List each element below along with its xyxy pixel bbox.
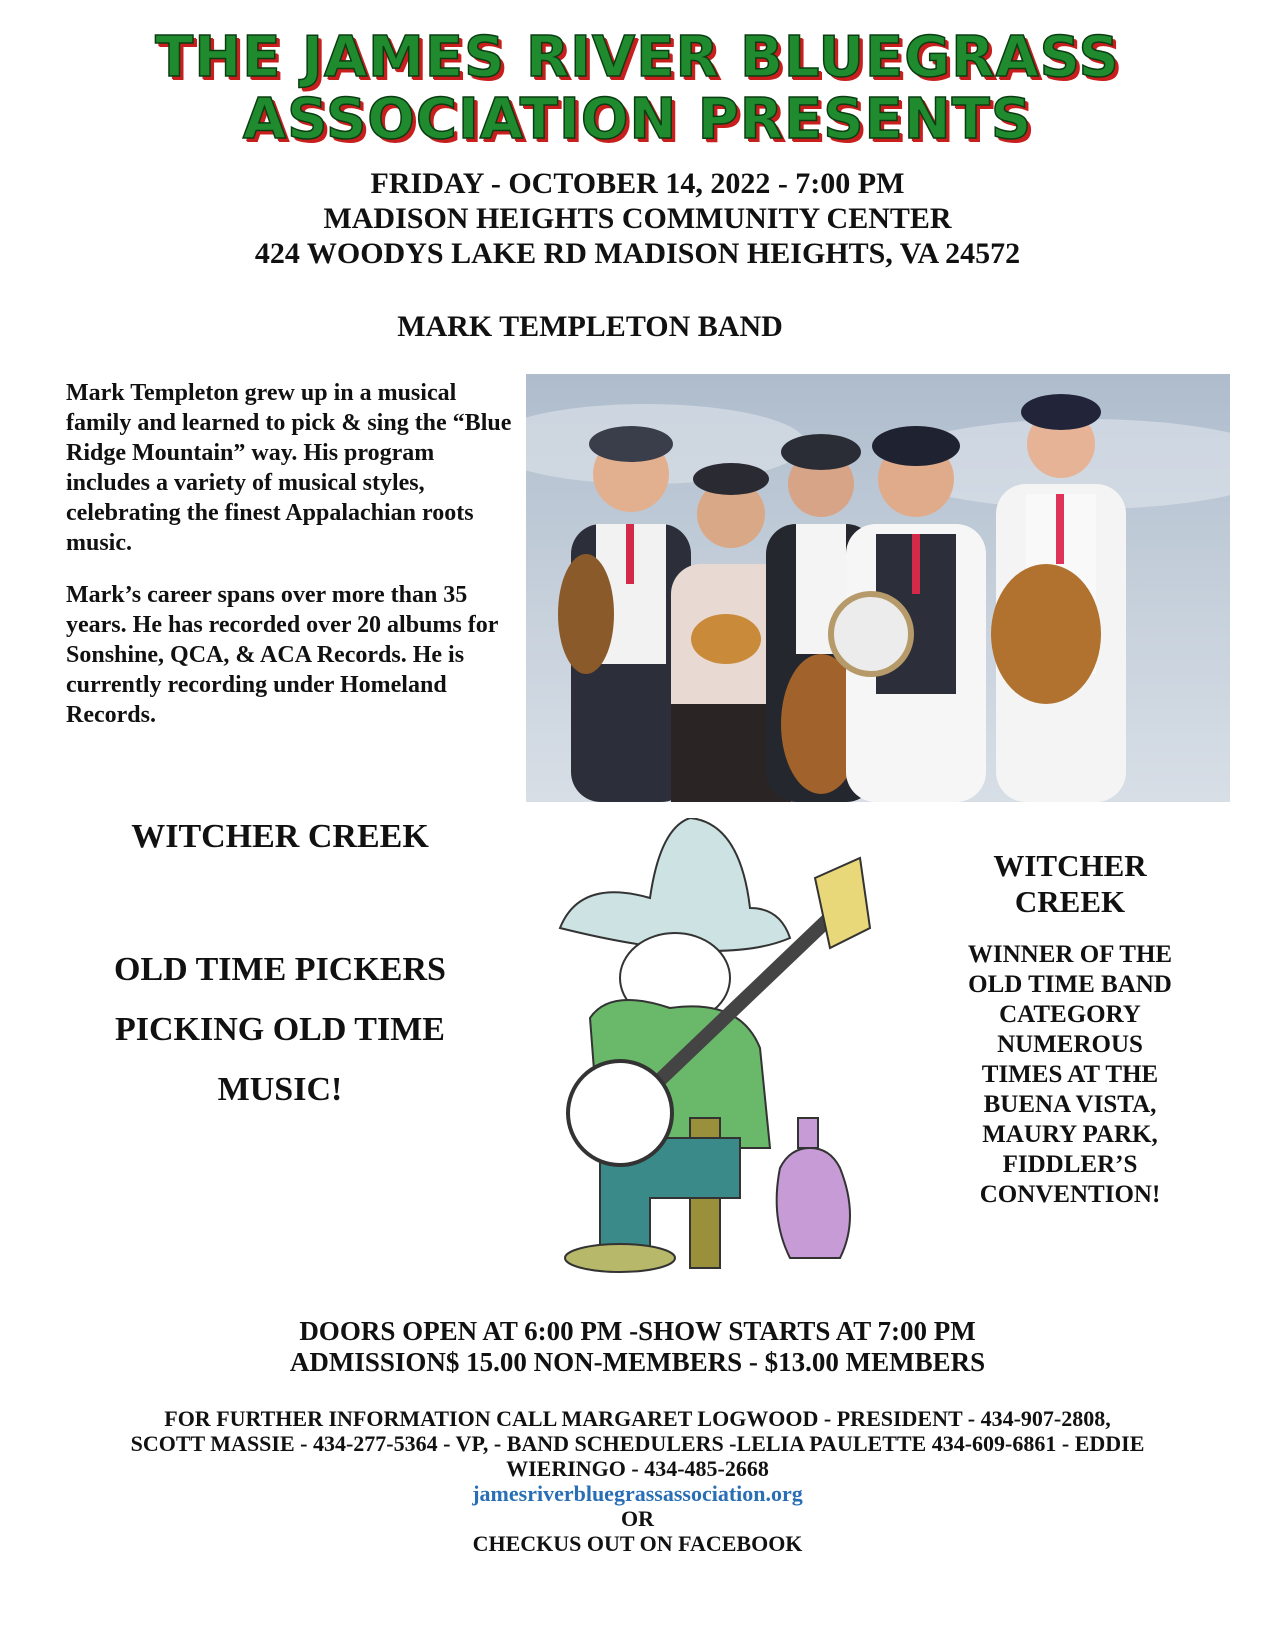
website-link[interactable]: jamesriverbluegrassassociation.org <box>472 1481 803 1506</box>
admission-info <box>0 1316 1275 1378</box>
or-text: OR <box>621 1506 654 1531</box>
doors-open-text: DOORS OPEN AT 6:00 PM -SHOW STARTS AT 7:00 PM <box>299 1316 976 1346</box>
award-text <box>930 940 1210 1210</box>
award-line: OLD TIME BAND <box>968 971 1172 998</box>
bio-paragraph-2: Mark’s career spans over more than 35 years. He has recorded over 20 albums for Sonshine, QCA, & ACA Records. He is currently recording under Homeland Records. <box>66 582 498 728</box>
band-photo <box>526 374 1230 802</box>
bio-paragraph-1: Mark Templeton grew up in a musical family and learned to pick & sing the “Blue Ridge Mountain” way. His program includes a variety of musical styles, celebrating the finest Appalachian roots music. <box>66 380 512 556</box>
headline-line-2: ASSOCIATION PRESENTS <box>242 87 1033 152</box>
event-address: 424 WOODYS LAKE RD MADISON HEIGHTS, VA 24572 <box>254 237 1021 270</box>
headliner-bio <box>66 378 516 752</box>
banjo-player-illustration <box>540 818 910 1298</box>
tagline-line-2: PICKING OLD TIME <box>115 1011 445 1048</box>
opener-title-right-line-1: WITCHER <box>993 848 1147 883</box>
event-venue: MADISON HEIGHTS COMMUNITY CENTER <box>323 202 952 235</box>
contact-line-2: SCOTT MASSIE - 434-277-5364 - VP, - BAND SCHEDULERS -LELIA PAULETTE 434-609-6861 - EDDIE <box>130 1431 1145 1456</box>
opener-right-column <box>930 848 1210 1210</box>
award-line: MAURY PARK, <box>982 1121 1158 1148</box>
opener-title-right-line-2: CREEK <box>1014 884 1126 919</box>
admission-prices: ADMISSION$ 15.00 NON-MEMBERS - $13.00 MEMBERS <box>289 1347 986 1377</box>
opener-title-right <box>930 848 1210 920</box>
contact-info <box>40 1406 1235 1556</box>
opener-title-left: WITCHER CREEK <box>131 818 429 855</box>
event-details <box>0 166 1275 271</box>
contact-line-3: WIERINGO - 434-485-2668 <box>506 1456 769 1481</box>
award-line: NUMEROUS <box>997 1031 1143 1058</box>
contact-line-1: FOR FURTHER INFORMATION CALL MARGARET LOGWOOD - PRESIDENT - 434-907-2808, <box>164 1406 1111 1431</box>
award-line: CATEGORY <box>999 1001 1141 1028</box>
award-line: FIDDLER’S <box>1002 1151 1138 1178</box>
tagline-line-1: OLD TIME PICKERS <box>114 951 446 988</box>
headliner-title: MARK TEMPLETON BAND <box>397 310 783 343</box>
award-line: BUENA VISTA, <box>983 1091 1157 1118</box>
award-line: WINNER OF THE <box>967 941 1173 968</box>
opener-tagline <box>60 940 500 1120</box>
award-line: CONVENTION! <box>979 1181 1161 1208</box>
banjo-player-cartoon <box>540 818 910 1298</box>
award-line: TIMES AT THE <box>981 1061 1159 1088</box>
event-date-time: FRIDAY - OCTOBER 14, 2022 - 7:00 PM <box>370 167 905 200</box>
tagline-line-3: MUSIC! <box>217 1071 343 1108</box>
headline-line-1: THE JAMES RIVER BLUEGRASS <box>155 25 1120 90</box>
band-photo-illustration <box>526 374 1230 802</box>
facebook-text: CHECKUS OUT ON FACEBOOK <box>472 1531 803 1556</box>
